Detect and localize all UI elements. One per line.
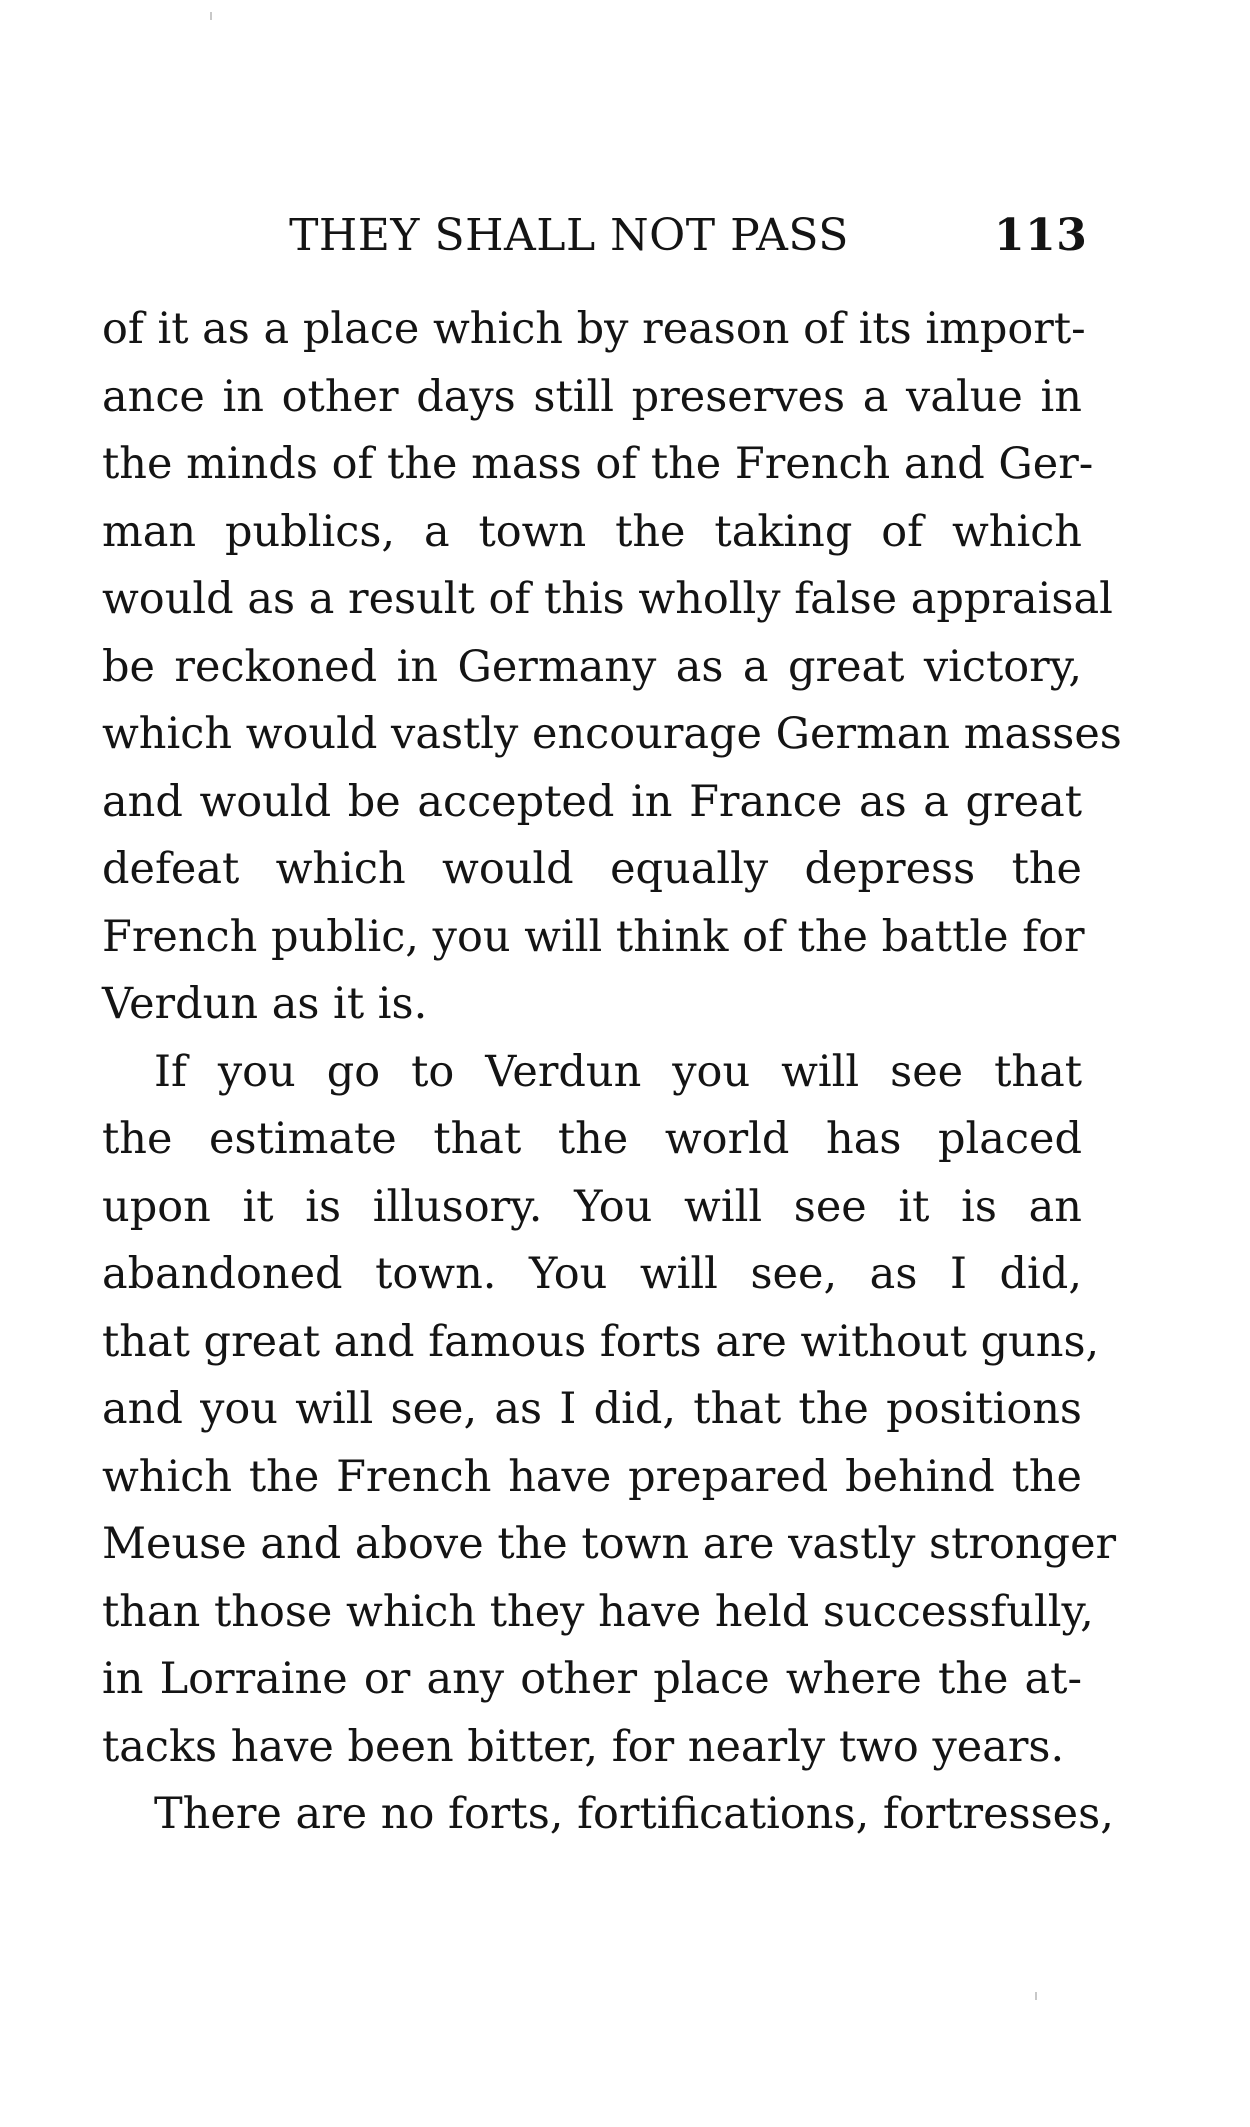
body-text xyxy=(102,296,1122,1849)
text-line: French public, you will think of the battle for xyxy=(102,911,1085,962)
paragraph-1 xyxy=(102,296,1122,1039)
paragraph-3 xyxy=(102,1781,1114,1849)
text-line: be reckoned in Germany as a great victory, xyxy=(102,641,1082,692)
text-line: and would be accepted in France as a great xyxy=(102,776,1082,827)
text-line: Verdun as it is. xyxy=(102,979,428,1029)
text-line: abandoned town. You will see, as I did, xyxy=(102,1249,1082,1299)
text-line: which would vastly encourage German masses xyxy=(102,709,1122,759)
running-title: THEY SHALL NOT PASS xyxy=(289,210,849,261)
text-line: that great and famous forts are without guns, xyxy=(102,1316,1100,1367)
text-line: If you go to Verdun you will see that xyxy=(154,1046,1082,1097)
text-line: than those which they have held successfully, xyxy=(102,1586,1094,1637)
text-line: Meuse and above the town are vastly stronger xyxy=(102,1519,1117,1569)
text-line: upon it is illusory. You will see it is an xyxy=(102,1181,1082,1232)
paper-speck xyxy=(1035,1992,1037,2000)
text-line: the estimate that the world has placed xyxy=(102,1114,1082,1164)
text-line: There are no forts, fortifications, fortresses, xyxy=(154,1789,1114,1839)
running-head xyxy=(104,210,1088,270)
text-line: would as a result of this wholly false appraisal xyxy=(102,574,1113,624)
paper-speck xyxy=(210,12,212,20)
paragraph-2 xyxy=(102,1039,1117,1782)
text-line: and you will see, as I did, that the positions xyxy=(102,1384,1082,1434)
text-line: ance in other days still preserves a value in xyxy=(102,371,1082,422)
page-number: 113 xyxy=(994,210,1088,261)
text-line: which the French have prepared behind the xyxy=(102,1451,1082,1502)
text-line: of it as a place which by reason of its import- xyxy=(102,304,1086,354)
text-line: the minds of the mass of the French and Ger- xyxy=(102,439,1094,489)
text-line: in Lorraine or any other place where the at- xyxy=(102,1654,1082,1704)
text-line: tacks have been bitter, for nearly two years. xyxy=(102,1721,1065,1772)
text-line: defeat which would equally depress the xyxy=(102,844,1082,894)
text-line: man publics, a town the taking of which xyxy=(102,506,1082,557)
